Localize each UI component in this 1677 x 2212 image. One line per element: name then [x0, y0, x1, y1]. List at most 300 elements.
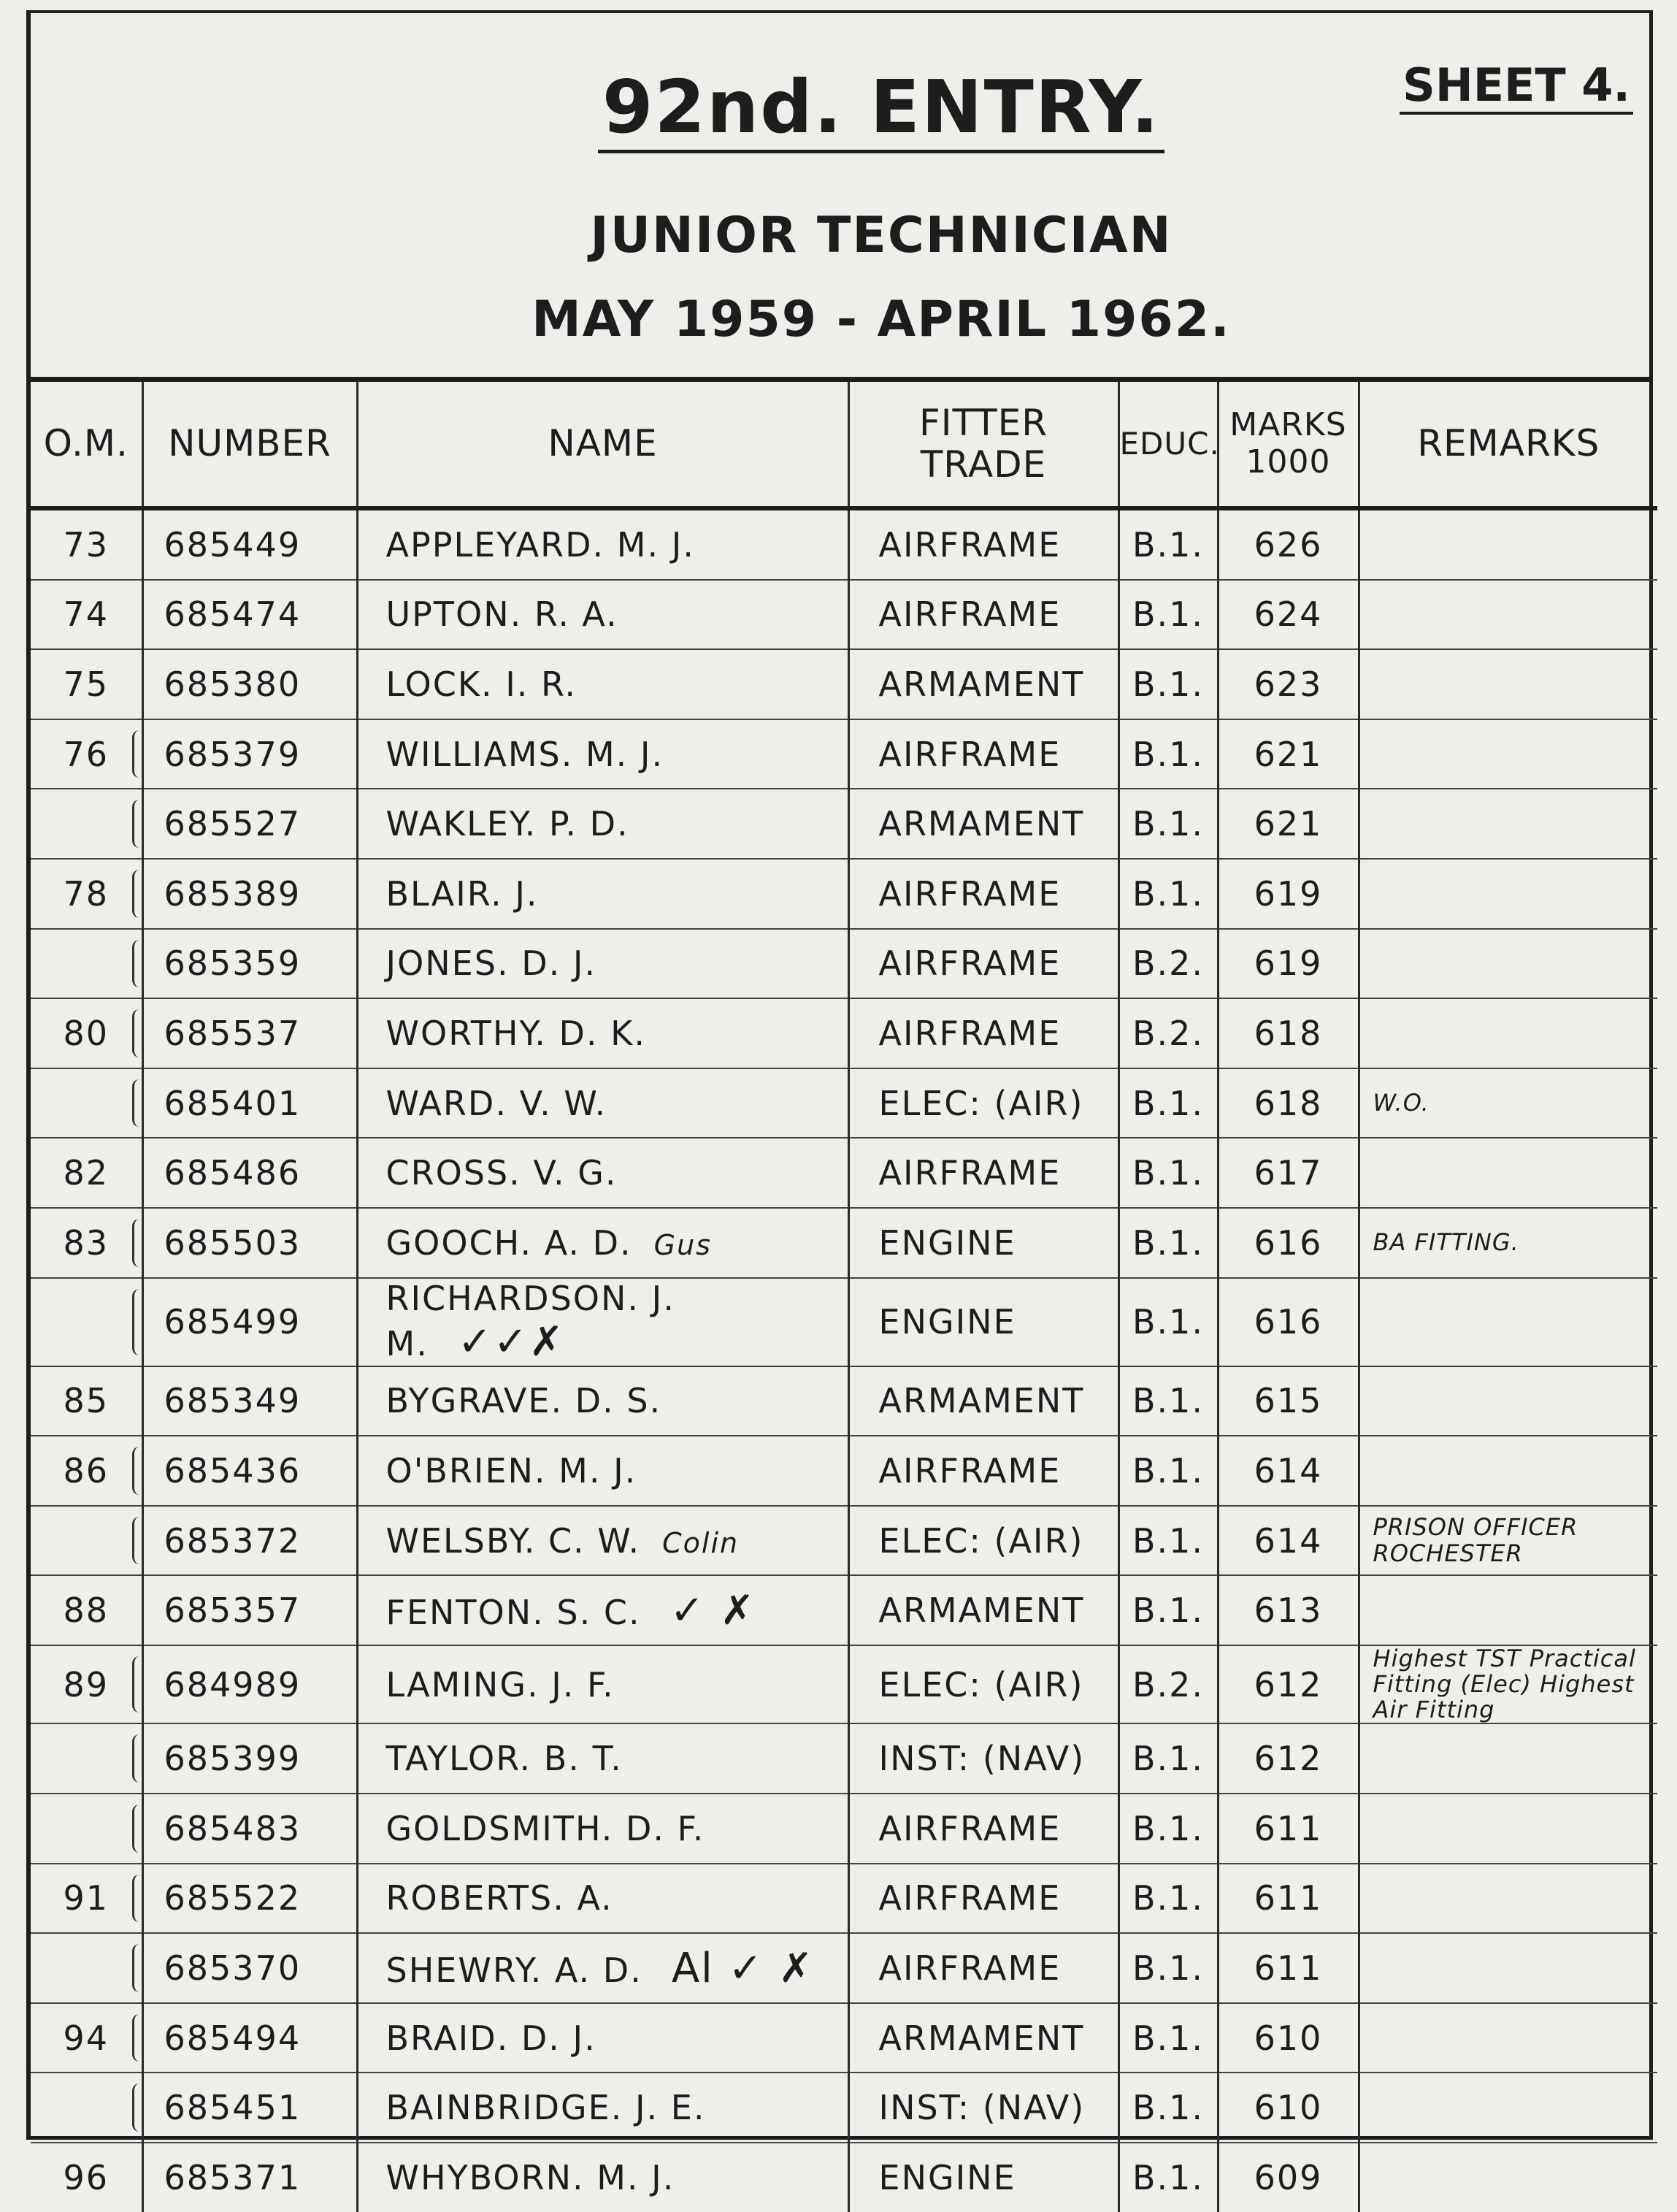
- name-cell-text: TAYLOR. B. T.: [385, 1739, 623, 1779]
- remarks-cell: [1359, 508, 1657, 580]
- om-cell: [31, 2003, 142, 2073]
- educ-cell: [1118, 1366, 1218, 1436]
- name-cell-text: LOCK. I. R.: [385, 664, 577, 704]
- remarks-cell: [1359, 1723, 1657, 1794]
- remarks-cell: [1359, 1436, 1657, 1506]
- educ-cell: [1118, 998, 1218, 1068]
- marks-cell-text: 610: [1254, 2088, 1323, 2128]
- educ-cell-text: B.1.: [1132, 594, 1205, 635]
- marks-cell-text: 619: [1254, 944, 1323, 984]
- educ-cell-text: B.1.: [1132, 1948, 1205, 1989]
- marks-cell-text: 612: [1254, 1664, 1323, 1704]
- marks-cell-text: 616: [1254, 1302, 1323, 1342]
- name-cell: [357, 580, 848, 650]
- marks-cell-text: 615: [1254, 1381, 1323, 1421]
- number-cell: [142, 1208, 357, 1278]
- educ-cell-text: B.1.: [1132, 524, 1205, 565]
- number-cell-text: 685486: [164, 1153, 302, 1193]
- om-cell: [31, 859, 142, 929]
- marks-cell: [1218, 1436, 1359, 1506]
- educ-cell-text: B.1.: [1132, 804, 1205, 844]
- educ-cell: [1118, 2073, 1218, 2143]
- educ-cell: [1118, 1933, 1218, 2003]
- trade-cell-text: AIRFRAME: [878, 1450, 1062, 1490]
- remarks-cell: [1359, 1366, 1657, 1436]
- number-cell-text: 685436: [164, 1450, 302, 1490]
- remarks-cell-text: Highest TST Practical Fitting (Elec) Highest Air Fitting: [1373, 1644, 1636, 1724]
- table-row: [31, 1278, 1657, 1366]
- trade-cell: [848, 580, 1118, 650]
- name-cell: [357, 719, 848, 789]
- number-cell-text: 685357: [164, 1591, 302, 1631]
- educ-cell: [1118, 719, 1218, 789]
- trade-cell-text: ARMAMENT: [878, 664, 1085, 704]
- number-cell-text: 685371: [164, 2157, 302, 2197]
- trade-cell-text: ARMAMENT: [878, 1381, 1085, 1421]
- educ-cell-text: B.1.: [1132, 1878, 1205, 1918]
- col-marks-line1: MARKS: [1229, 406, 1347, 444]
- tie-brace: [132, 1875, 145, 1923]
- number-cell: [142, 859, 357, 929]
- trade-cell-text: AIRFRAME: [878, 594, 1062, 635]
- remarks-cell-text: W.O.: [1373, 1088, 1430, 1117]
- table-row: [31, 2073, 1657, 2143]
- title-text: 92nd. ENTRY.: [598, 64, 1164, 153]
- subtitle-rank: JUNIOR TECHNICIAN: [590, 207, 1173, 264]
- remarks-cell-text: PRISON OFFICER ROCHESTER: [1373, 1513, 1578, 1567]
- om-cell: [31, 580, 142, 650]
- name-cell: [357, 998, 848, 1068]
- name-cell: [357, 1366, 848, 1436]
- handwritten-note: Gus: [653, 1228, 712, 1261]
- trade-cell: [848, 859, 1118, 929]
- number-cell: [142, 508, 357, 580]
- marks-cell: [1218, 1138, 1359, 1208]
- marks-cell: [1218, 2073, 1359, 2143]
- number-cell: [142, 1138, 357, 1208]
- trade-cell-text: AIRFRAME: [878, 734, 1062, 774]
- educ-cell: [1118, 1068, 1218, 1138]
- name-cell: [357, 789, 848, 859]
- table-row: [31, 1436, 1657, 1506]
- trade-cell: [848, 789, 1118, 859]
- trade-cell: [848, 998, 1118, 1068]
- educ-cell: [1118, 929, 1218, 999]
- name-cell-text: FENTON. S. C.: [385, 1592, 641, 1632]
- name-cell-text: O'BRIEN. M. J.: [385, 1450, 637, 1490]
- remarks-cell: [1359, 1278, 1657, 1366]
- number-cell: [142, 2073, 357, 2143]
- tie-brace: [132, 1517, 145, 1565]
- marks-cell: [1218, 1645, 1359, 1724]
- sheet-number: SHEET 4.: [1400, 58, 1633, 115]
- educ-cell-text: B.1.: [1132, 1302, 1205, 1342]
- trade-cell-text: AIRFRAME: [878, 1948, 1062, 1989]
- om-cell: [31, 1436, 142, 1506]
- handwritten-note: ✓ ✗: [669, 1586, 756, 1634]
- trade-cell: [848, 1506, 1118, 1576]
- name-cell-text: BLAIR. J.: [385, 873, 539, 914]
- remarks-cell: [1359, 1506, 1657, 1576]
- number-cell: [142, 998, 357, 1068]
- name-cell-text: WORTHY. D. K.: [385, 1013, 646, 1053]
- trade-cell-text: ARMAMENT: [878, 2018, 1085, 2058]
- name-cell: [357, 1645, 848, 1724]
- number-cell-text: 685451: [164, 2088, 302, 2128]
- marks-cell: [1218, 580, 1359, 650]
- trade-cell-text: AIRFRAME: [878, 1878, 1062, 1918]
- number-cell-text: 685372: [164, 1520, 302, 1561]
- name-cell: [357, 2073, 848, 2143]
- educ-cell-text: B.1.: [1132, 1739, 1205, 1779]
- om-cell-text: 96: [63, 2157, 110, 2197]
- name-cell: [357, 1864, 848, 1934]
- tie-brace: [132, 1944, 145, 1992]
- educ-cell-text: B.2.: [1132, 1664, 1205, 1704]
- remarks-cell: [1359, 1864, 1657, 1934]
- remarks-cell: [1359, 2143, 1657, 2212]
- educ-cell-text: B.1.: [1132, 1591, 1205, 1631]
- tie-brace: [132, 940, 145, 988]
- marks-cell-text: 618: [1254, 1013, 1323, 1053]
- name-cell: [357, 2003, 848, 2073]
- name-cell: [357, 1575, 848, 1645]
- table-row: [31, 649, 1657, 719]
- remarks-cell: [1359, 1933, 1657, 2003]
- om-cell-text: 82: [63, 1153, 110, 1193]
- col-marks-line2: 1000: [1246, 443, 1331, 481]
- om-cell-text: 75: [63, 664, 110, 704]
- educ-cell: [1118, 2143, 1218, 2212]
- marks-cell: [1218, 1068, 1359, 1138]
- trade-cell-text: INST: (NAV): [878, 1739, 1086, 1779]
- trade-cell: [848, 1138, 1118, 1208]
- number-cell: [142, 1645, 357, 1724]
- trade-cell: [848, 929, 1118, 999]
- trade-cell-text: ARMAMENT: [878, 804, 1085, 844]
- number-cell: [142, 929, 357, 999]
- table-row: [31, 1366, 1657, 1436]
- table-row: [31, 719, 1657, 789]
- marks-cell: [1218, 789, 1359, 859]
- number-cell-text: 685370: [164, 1948, 302, 1989]
- table-row: [31, 1723, 1657, 1794]
- educ-cell-text: B.1.: [1132, 1520, 1205, 1561]
- marks-cell: [1218, 2003, 1359, 2073]
- om-cell: [31, 929, 142, 999]
- marks-cell: [1218, 719, 1359, 789]
- col-trade-line2: TRADE: [920, 443, 1047, 486]
- tie-brace: [132, 1805, 145, 1853]
- om-cell: [31, 1794, 142, 1864]
- marks-cell: [1218, 1366, 1359, 1436]
- name-cell-text: WHYBORN. M. J.: [385, 2157, 675, 2197]
- remarks-cell: [1359, 998, 1657, 1068]
- educ-cell-text: B.1.: [1132, 2088, 1205, 2128]
- sheet-header: [31, 13, 1649, 382]
- table-row: [31, 929, 1657, 999]
- trade-cell-text: ENGINE: [878, 1222, 1016, 1263]
- marks-cell: [1218, 508, 1359, 580]
- marks-cell-text: 612: [1254, 1739, 1323, 1779]
- trade-cell-text: ENGINE: [878, 2157, 1016, 2197]
- tie-brace: [132, 2083, 145, 2132]
- om-cell-text: 76: [63, 734, 110, 774]
- col-trade: [848, 382, 1118, 508]
- name-cell: [357, 929, 848, 999]
- marks-cell-text: 626: [1254, 524, 1323, 565]
- educ-cell-text: B.1.: [1132, 2018, 1205, 2058]
- table-row: [31, 580, 1657, 650]
- name-cell: [357, 1278, 848, 1366]
- trade-cell: [848, 1723, 1118, 1794]
- name-cell-text: RICHARDSON. J. M.: [385, 1278, 675, 1363]
- om-cell: [31, 508, 142, 580]
- educ-cell: [1118, 2003, 1218, 2073]
- om-cell: [31, 2073, 142, 2143]
- marks-cell: [1218, 1575, 1359, 1645]
- marks-cell-text: 611: [1254, 1808, 1323, 1848]
- trade-cell-text: ELEC: (AIR): [878, 1664, 1084, 1704]
- trade-cell: [848, 508, 1118, 580]
- om-cell: [31, 1278, 142, 1366]
- educ-cell: [1118, 1138, 1218, 1208]
- number-cell: [142, 1366, 357, 1436]
- table-row: [31, 1645, 1657, 1724]
- name-cell-text: WILLIAMS. M. J.: [385, 734, 664, 774]
- trade-cell: [848, 1645, 1118, 1724]
- educ-cell: [1118, 1575, 1218, 1645]
- table-row: [31, 1068, 1657, 1138]
- marks-cell-text: 621: [1254, 804, 1323, 844]
- educ-cell: [1118, 789, 1218, 859]
- educ-cell-text: B.1.: [1132, 1222, 1205, 1263]
- marks-cell: [1218, 998, 1359, 1068]
- remarks-cell: [1359, 1575, 1657, 1645]
- educ-cell: [1118, 1506, 1218, 1576]
- table-row: [31, 1138, 1657, 1208]
- table-body: [31, 508, 1657, 2212]
- trade-cell: [848, 1366, 1118, 1436]
- marks-cell: [1218, 1933, 1359, 2003]
- trade-cell-text: ENGINE: [878, 1302, 1016, 1342]
- name-cell-text: APPLEYARD. M. J.: [385, 524, 695, 565]
- number-cell-text: 685379: [164, 734, 302, 774]
- number-cell: [142, 1436, 357, 1506]
- name-cell-text: WAKLEY. P. D.: [385, 804, 629, 844]
- col-number: NUMBER: [142, 382, 357, 508]
- name-cell-text: UPTON. R. A.: [385, 594, 618, 635]
- number-cell-text: 685537: [164, 1013, 302, 1053]
- remarks-cell: [1359, 580, 1657, 650]
- name-cell: [357, 1138, 848, 1208]
- om-cell: [31, 1864, 142, 1934]
- tie-brace: [132, 1079, 145, 1128]
- trade-cell-text: AIRFRAME: [878, 1153, 1062, 1193]
- name-cell: [357, 2143, 848, 2212]
- om-cell-text: 88: [63, 1591, 110, 1631]
- om-cell-text: 85: [63, 1381, 110, 1421]
- educ-cell-text: B.1.: [1132, 1381, 1205, 1421]
- educ-cell: [1118, 1864, 1218, 1934]
- number-cell: [142, 2003, 357, 2073]
- marks-cell-text: 616: [1254, 1222, 1323, 1263]
- number-cell: [142, 1933, 357, 2003]
- table-row: [31, 1506, 1657, 1576]
- om-cell: [31, 1645, 142, 1724]
- tie-brace: [132, 1289, 145, 1355]
- subtitle-dates: MAY 1959 - APRIL 1962.: [532, 291, 1231, 348]
- marks-cell-text: 623: [1254, 664, 1323, 704]
- educ-cell: [1118, 1436, 1218, 1506]
- tie-brace: [132, 1447, 145, 1495]
- name-cell: [357, 649, 848, 719]
- col-educ: EDUC.: [1118, 382, 1218, 508]
- marks-cell-text: 614: [1254, 1520, 1323, 1561]
- name-cell-text: CROSS. V. G.: [385, 1153, 618, 1193]
- number-cell: [142, 2143, 357, 2212]
- om-cell-text: 89: [63, 1664, 110, 1704]
- name-cell: [357, 1068, 848, 1138]
- om-cell: [31, 719, 142, 789]
- trade-cell: [848, 1436, 1118, 1506]
- trade-cell-text: INST: (NAV): [878, 2088, 1086, 2128]
- trade-cell-text: ARMAMENT: [878, 1591, 1085, 1631]
- marks-cell: [1218, 1723, 1359, 1794]
- educ-cell-text: B.1.: [1132, 2157, 1205, 2197]
- tie-brace: [132, 1734, 145, 1783]
- col-om: O.M.: [31, 382, 142, 508]
- educ-cell-text: B.2.: [1132, 1013, 1205, 1053]
- remarks-cell-text: BA FITTING.: [1373, 1228, 1519, 1257]
- educ-cell: [1118, 580, 1218, 650]
- marks-cell-text: 619: [1254, 873, 1323, 914]
- educ-cell: [1118, 1794, 1218, 1864]
- remarks-cell: [1359, 1208, 1657, 1278]
- om-cell: [31, 1208, 142, 1278]
- number-cell-text: 684989: [164, 1664, 302, 1704]
- om-cell-text: 78: [63, 873, 110, 914]
- number-cell: [142, 1068, 357, 1138]
- number-cell: [142, 789, 357, 859]
- educ-cell-text: B.1.: [1132, 1808, 1205, 1848]
- name-cell-text: BAINBRIDGE. J. E.: [385, 2088, 706, 2128]
- remarks-cell: [1359, 789, 1657, 859]
- col-marks: [1218, 382, 1359, 508]
- tie-brace: [132, 2014, 145, 2062]
- table-row: [31, 1864, 1657, 1934]
- number-cell-text: 685527: [164, 804, 302, 844]
- educ-cell: [1118, 508, 1218, 580]
- table-row: [31, 1794, 1657, 1864]
- remarks-cell: [1359, 1138, 1657, 1208]
- om-cell: [31, 1506, 142, 1576]
- educ-cell: [1118, 649, 1218, 719]
- marks-cell-text: 609: [1254, 2157, 1323, 2197]
- trade-cell-text: ELEC: (AIR): [878, 1083, 1084, 1123]
- marks-cell: [1218, 649, 1359, 719]
- number-cell-text: 685401: [164, 1083, 302, 1123]
- educ-cell: [1118, 1723, 1218, 1794]
- number-cell-text: 685503: [164, 1222, 302, 1263]
- number-cell: [142, 1794, 357, 1864]
- tie-brace: [132, 800, 145, 848]
- om-cell: [31, 1575, 142, 1645]
- remarks-cell: [1359, 859, 1657, 929]
- name-cell: [357, 1208, 848, 1278]
- remarks-cell: [1359, 929, 1657, 999]
- name-cell: [357, 859, 848, 929]
- table-row: [31, 2003, 1657, 2073]
- table-row: [31, 789, 1657, 859]
- om-cell: [31, 1366, 142, 1436]
- marks-cell: [1218, 1208, 1359, 1278]
- number-cell-text: 685522: [164, 1878, 302, 1918]
- number-cell: [142, 1506, 357, 1576]
- trade-cell: [848, 1933, 1118, 2003]
- remarks-cell: [1359, 719, 1657, 789]
- name-cell: [357, 1506, 848, 1576]
- marks-cell-text: 621: [1254, 734, 1323, 774]
- trade-cell: [848, 719, 1118, 789]
- marks-cell-text: 614: [1254, 1450, 1323, 1490]
- om-cell-text: 86: [63, 1450, 110, 1490]
- table-row: [31, 859, 1657, 929]
- educ-cell: [1118, 1278, 1218, 1366]
- name-cell: [357, 1436, 848, 1506]
- educ-cell-text: B.1.: [1132, 873, 1205, 914]
- trade-cell-text: ELEC: (AIR): [878, 1520, 1084, 1561]
- number-cell: [142, 649, 357, 719]
- trade-cell-text: AIRFRAME: [878, 1013, 1062, 1053]
- educ-cell: [1118, 1645, 1218, 1724]
- number-cell: [142, 719, 357, 789]
- col-remarks: REMARKS: [1359, 382, 1657, 508]
- tie-brace: [132, 1656, 145, 1713]
- tie-brace: [132, 1219, 145, 1267]
- educ-cell: [1118, 859, 1218, 929]
- trade-cell-text: AIRFRAME: [878, 873, 1062, 914]
- educ-cell: [1118, 1208, 1218, 1278]
- number-cell: [142, 1723, 357, 1794]
- tie-brace: [132, 1009, 145, 1057]
- name-cell-text: BRAID. D. J.: [385, 2018, 596, 2058]
- remarks-cell: [1359, 1068, 1657, 1138]
- trade-cell: [848, 2143, 1118, 2212]
- number-cell-text: 685483: [164, 1808, 302, 1848]
- marks-cell: [1218, 1864, 1359, 1934]
- om-cell: [31, 1138, 142, 1208]
- trade-cell: [848, 1575, 1118, 1645]
- name-cell: [357, 1933, 848, 2003]
- number-cell: [142, 1864, 357, 1934]
- name-cell-text: GOLDSMITH. D. F.: [385, 1808, 705, 1848]
- number-cell: [142, 1575, 357, 1645]
- marks-cell: [1218, 929, 1359, 999]
- om-cell: [31, 1723, 142, 1794]
- handwritten-note: Al ✓ ✗: [671, 1944, 815, 1992]
- name-cell-text: WARD. V. W.: [385, 1083, 607, 1123]
- marks-cell-text: 611: [1254, 1878, 1323, 1918]
- educ-cell-text: B.1.: [1132, 734, 1205, 774]
- remarks-cell: [1359, 1645, 1657, 1724]
- number-cell: [142, 580, 357, 650]
- name-cell: [357, 1794, 848, 1864]
- table-row: [31, 508, 1657, 580]
- trade-cell: [848, 1794, 1118, 1864]
- trade-cell-text: AIRFRAME: [878, 524, 1062, 565]
- records-sheet: [26, 10, 1653, 2197]
